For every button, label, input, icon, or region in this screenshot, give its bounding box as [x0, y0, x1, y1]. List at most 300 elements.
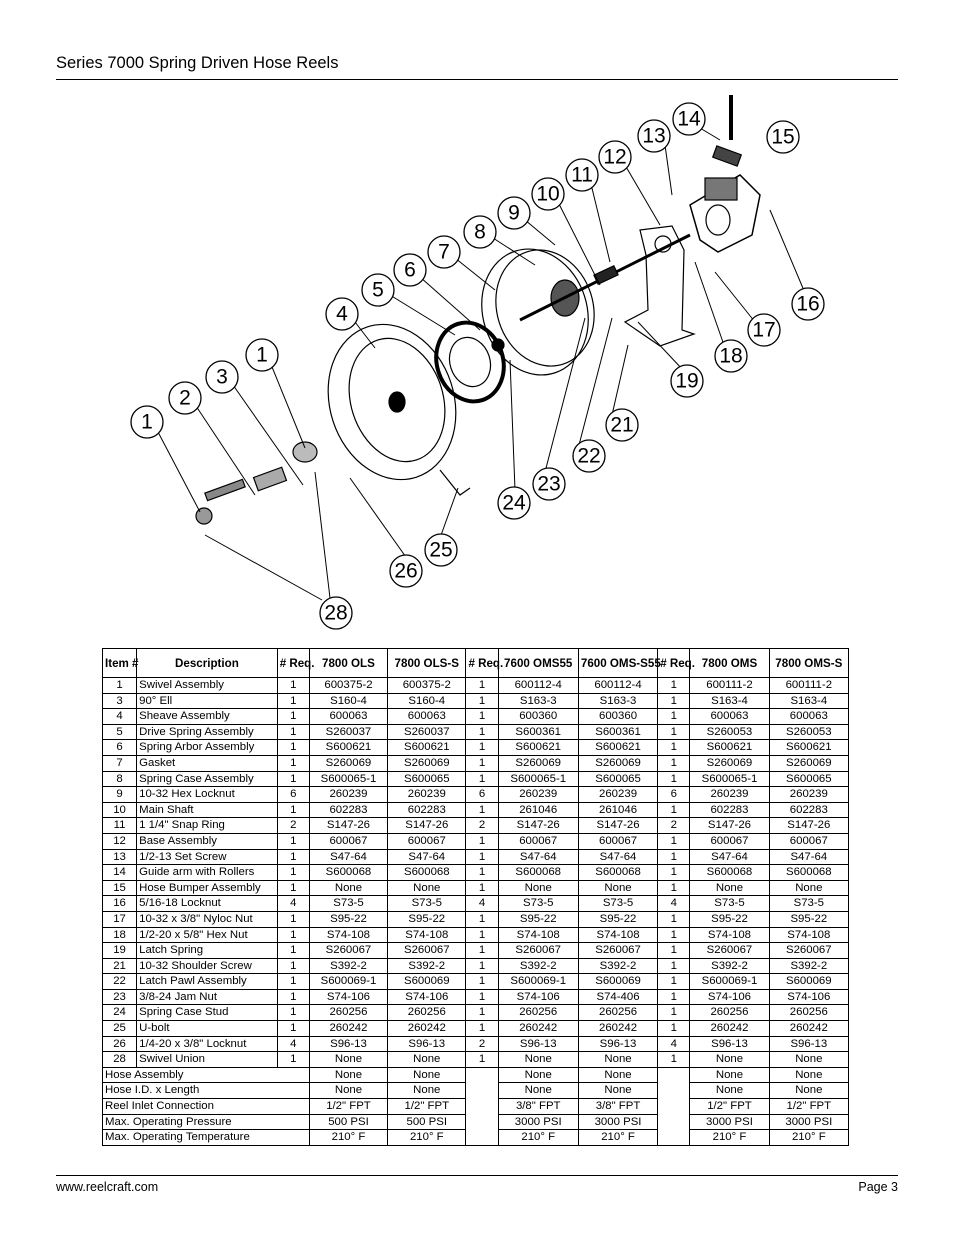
table-cell: 4	[658, 1036, 690, 1052]
table-cell: 260242	[388, 1021, 466, 1037]
table-cell: S260069	[690, 755, 769, 771]
svg-text:8: 8	[474, 220, 486, 244]
table-cell: 1	[466, 943, 498, 959]
spec-value: 1/2" FPT	[388, 1099, 466, 1115]
table-cell: 600112-4	[578, 678, 657, 694]
table-cell: 6	[658, 787, 690, 803]
table-cell: 2	[466, 1036, 498, 1052]
reel-drawing	[196, 95, 760, 524]
table-cell: 600360	[578, 709, 657, 725]
table-cell: 260242	[498, 1021, 578, 1037]
table-cell: 1	[466, 911, 498, 927]
table-cell: None	[578, 1052, 657, 1068]
table-cell: 10	[103, 802, 137, 818]
svg-text:13: 13	[642, 124, 666, 148]
table-cell: 260256	[498, 1005, 578, 1021]
table-cell: S96-13	[690, 1036, 769, 1052]
table-cell: S73-5	[309, 896, 387, 912]
table-row	[103, 880, 849, 896]
table-cell: 260239	[498, 787, 578, 803]
table-cell: S74-106	[498, 989, 578, 1005]
table-cell: None	[498, 880, 578, 896]
table-cell: Spring Case Stud	[137, 1005, 278, 1021]
table-row	[103, 1005, 849, 1021]
spec-value: None	[388, 1083, 466, 1099]
table-cell: 600111-2	[690, 678, 769, 694]
spec-value: None	[498, 1083, 578, 1099]
exploded-parts-diagram	[0, 82, 954, 642]
table-cell: 260239	[578, 787, 657, 803]
table-cell: S96-13	[769, 1036, 848, 1052]
callout-15	[767, 121, 799, 153]
table-cell: 261046	[578, 802, 657, 818]
table-cell: None	[769, 880, 848, 896]
table-cell: 1	[277, 989, 309, 1005]
svg-text:22: 22	[577, 444, 601, 468]
table-cell: 1	[277, 1052, 309, 1068]
table-cell: 1	[466, 1005, 498, 1021]
table-cell: S95-22	[578, 911, 657, 927]
header-req-1: # Req.	[277, 649, 309, 678]
svg-text:24: 24	[502, 491, 526, 515]
table-cell: 1	[277, 911, 309, 927]
table-cell: 1	[277, 740, 309, 756]
table-cell: S392-2	[578, 958, 657, 974]
spec-value: None	[388, 1067, 466, 1083]
table-cell: S74-106	[769, 989, 848, 1005]
table-row	[103, 771, 849, 787]
table-cell: S147-26	[690, 818, 769, 834]
table-cell: 7	[103, 755, 137, 771]
table-cell: 23	[103, 989, 137, 1005]
table-cell: 2	[277, 818, 309, 834]
svg-text:10: 10	[536, 182, 560, 206]
table-cell: 1	[466, 740, 498, 756]
spec-value: 3000 PSI	[578, 1114, 657, 1130]
table-cell: 1	[466, 802, 498, 818]
table-cell: 19	[103, 943, 137, 959]
table-row	[103, 678, 849, 694]
table-cell: 1	[277, 833, 309, 849]
table-cell: S74-108	[388, 927, 466, 943]
table-cell: 1	[658, 880, 690, 896]
table-cell: S147-26	[498, 818, 578, 834]
table-cell: 1	[658, 755, 690, 771]
table-cell: 600067	[578, 833, 657, 849]
table-cell: None	[388, 880, 466, 896]
table-cell: 2	[466, 818, 498, 834]
table-cell: S147-26	[388, 818, 466, 834]
table-cell: 600067	[769, 833, 848, 849]
table-row	[103, 849, 849, 865]
table-cell: 1	[658, 989, 690, 1005]
header-item: Item #	[103, 649, 137, 678]
svg-text:11: 11	[571, 163, 593, 187]
table-cell: 600067	[388, 833, 466, 849]
table-cell: 12	[103, 833, 137, 849]
table-cell: S600069-1	[498, 974, 578, 990]
table-cell: 1	[658, 724, 690, 740]
table-row	[103, 802, 849, 818]
table-cell: 10-32 x 3/8" Nyloc Nut	[137, 911, 278, 927]
svg-text:17: 17	[752, 318, 776, 342]
table-row	[103, 896, 849, 912]
table-cell: S392-2	[388, 958, 466, 974]
spec-value: 3000 PSI	[690, 1114, 769, 1130]
svg-text:21: 21	[610, 413, 634, 437]
table-cell: S600069	[769, 974, 848, 990]
header-7800-ols-s: 7800 OLS-S	[388, 649, 466, 678]
table-cell: 24	[103, 1005, 137, 1021]
table-cell: S260069	[578, 755, 657, 771]
table-cell: 1	[277, 709, 309, 725]
callout-25	[425, 534, 457, 566]
table-cell: S600621	[309, 740, 387, 756]
table-cell: S260067	[498, 943, 578, 959]
table-cell: 6	[277, 787, 309, 803]
table-cell: 6	[466, 787, 498, 803]
header-req-3: # Req.	[658, 649, 690, 678]
callout-22	[573, 440, 605, 472]
table-cell: 260242	[690, 1021, 769, 1037]
table-cell: None	[690, 1052, 769, 1068]
table-cell: 1	[277, 927, 309, 943]
table-cell: S73-5	[498, 896, 578, 912]
svg-text:14: 14	[677, 107, 701, 131]
table-cell: 1	[466, 880, 498, 896]
table-cell: S260037	[309, 724, 387, 740]
callout-11	[566, 159, 598, 191]
table-cell: S74-108	[309, 927, 387, 943]
table-cell: S47-64	[769, 849, 848, 865]
table-cell: 1/2-20 x 5/8" Hex Nut	[137, 927, 278, 943]
table-cell: 15	[103, 880, 137, 896]
table-cell: 1	[277, 755, 309, 771]
parts-table-container	[102, 648, 849, 1146]
footer-website[interactable]: www.reelcraft.com	[56, 1180, 159, 1194]
header-7800-oms: 7800 OMS	[690, 649, 769, 678]
table-cell: 2	[658, 818, 690, 834]
table-row	[103, 1052, 849, 1068]
svg-text:15: 15	[771, 125, 795, 149]
table-cell: 600063	[309, 709, 387, 725]
table-cell: 260256	[578, 1005, 657, 1021]
table-cell: 3	[103, 693, 137, 709]
table-cell: S260067	[578, 943, 657, 959]
table-cell: S260069	[309, 755, 387, 771]
table-cell: 1	[277, 724, 309, 740]
table-cell: 1/4-20 x 3/8" Locknut	[137, 1036, 278, 1052]
svg-text:2: 2	[179, 386, 191, 410]
table-cell: 90° Ell	[137, 693, 278, 709]
table-cell: S600069-1	[309, 974, 387, 990]
callout-23	[533, 468, 565, 500]
table-cell: None	[578, 880, 657, 896]
callout-8	[464, 216, 496, 248]
table-cell: 260256	[388, 1005, 466, 1021]
table-cell: 600067	[309, 833, 387, 849]
table-cell: S74-108	[498, 927, 578, 943]
table-cell: 16	[103, 896, 137, 912]
table-cell: S260069	[498, 755, 578, 771]
table-cell: 1/2-13 Set Screw	[137, 849, 278, 865]
table-cell: S73-5	[388, 896, 466, 912]
callout-13	[638, 120, 670, 152]
header-rule	[56, 79, 898, 80]
svg-text:23: 23	[537, 472, 561, 496]
table-cell: 260239	[690, 787, 769, 803]
table-cell: Spring Arbor Assembly	[137, 740, 278, 756]
callout-5	[362, 274, 394, 306]
callout-14	[673, 103, 705, 135]
header-7800-ols: 7800 OLS	[309, 649, 387, 678]
spec-value: 210° F	[498, 1130, 578, 1146]
table-cell: S600361	[498, 724, 578, 740]
table-cell: S260067	[388, 943, 466, 959]
table-cell: 260242	[309, 1021, 387, 1037]
table-cell: S600065-1	[690, 771, 769, 787]
table-row	[103, 911, 849, 927]
table-cell: S163-4	[690, 693, 769, 709]
table-cell: 1	[466, 833, 498, 849]
table-row	[103, 958, 849, 974]
table-cell: S392-2	[498, 958, 578, 974]
table-cell: S74-106	[690, 989, 769, 1005]
svg-text:26: 26	[394, 559, 418, 583]
spec-value: None	[769, 1067, 848, 1083]
table-cell: 1	[658, 958, 690, 974]
table-cell: 1	[658, 927, 690, 943]
table-cell: S260053	[690, 724, 769, 740]
table-cell: 1	[658, 740, 690, 756]
table-cell: Gasket	[137, 755, 278, 771]
table-cell: Base Assembly	[137, 833, 278, 849]
table-cell: 17	[103, 911, 137, 927]
table-cell: 600063	[690, 709, 769, 725]
table-cell: 4	[277, 896, 309, 912]
table-cell: 1	[466, 989, 498, 1005]
callout-6	[394, 254, 426, 286]
svg-text:7: 7	[438, 240, 450, 264]
callout-9	[498, 197, 530, 229]
table-cell: S392-2	[690, 958, 769, 974]
callout-4	[326, 298, 358, 330]
table-cell: S96-13	[309, 1036, 387, 1052]
table-cell: 1	[658, 1021, 690, 1037]
svg-text:1: 1	[256, 343, 268, 367]
table-row	[103, 787, 849, 803]
spec-value: None	[769, 1083, 848, 1099]
table-cell: S600069-1	[690, 974, 769, 990]
table-cell: 600360	[498, 709, 578, 725]
spec-value: None	[690, 1083, 769, 1099]
callout-24	[498, 487, 530, 519]
table-cell: Hose Bumper Assembly	[137, 880, 278, 896]
table-header-row	[103, 649, 849, 678]
table-cell: S73-5	[769, 896, 848, 912]
table-cell: 260256	[690, 1005, 769, 1021]
spec-value: None	[578, 1067, 657, 1083]
table-cell: 1	[466, 958, 498, 974]
table-cell: U-bolt	[137, 1021, 278, 1037]
header-7600-oms-s55: 7600 OMS-S55	[578, 649, 657, 678]
callout-19	[671, 365, 703, 397]
table-row	[103, 818, 849, 834]
table-cell: 1	[277, 943, 309, 959]
table-cell: S600621	[498, 740, 578, 756]
table-cell: S600068	[309, 865, 387, 881]
table-cell: S147-26	[578, 818, 657, 834]
callout-21	[606, 409, 638, 441]
spec-value: None	[309, 1083, 387, 1099]
table-cell: None	[309, 880, 387, 896]
table-cell: S600065-1	[498, 771, 578, 787]
table-cell: S600065-1	[309, 771, 387, 787]
spec-value: 3000 PSI	[498, 1114, 578, 1130]
table-cell: 1	[658, 1052, 690, 1068]
table-cell: S600069	[388, 974, 466, 990]
svg-text:1: 1	[141, 410, 153, 434]
table-cell: S73-5	[690, 896, 769, 912]
table-cell: 1	[277, 693, 309, 709]
table-cell: 26	[103, 1036, 137, 1052]
table-cell: S47-64	[498, 849, 578, 865]
table-cell: S160-4	[388, 693, 466, 709]
callout-2	[169, 382, 201, 414]
table-cell: 1	[277, 771, 309, 787]
table-cell: None	[388, 1052, 466, 1068]
spec-value: 1/2" FPT	[769, 1099, 848, 1115]
table-cell: S74-106	[309, 989, 387, 1005]
table-cell: 9	[103, 787, 137, 803]
table-cell: S600065	[578, 771, 657, 787]
table-cell: S600068	[769, 865, 848, 881]
table-cell: S260067	[690, 943, 769, 959]
table-cell: S47-64	[690, 849, 769, 865]
table-cell: S392-2	[309, 958, 387, 974]
table-row	[103, 755, 849, 771]
table-cell: S95-22	[498, 911, 578, 927]
table-cell: 1	[466, 678, 498, 694]
table-cell: S73-5	[578, 896, 657, 912]
table-cell: S600621	[769, 740, 848, 756]
table-cell: S600068	[388, 865, 466, 881]
spec-value: 3000 PSI	[769, 1114, 848, 1130]
table-row	[103, 693, 849, 709]
table-cell: 13	[103, 849, 137, 865]
table-cell: S260067	[769, 943, 848, 959]
table-cell: 260256	[309, 1005, 387, 1021]
table-cell: 602283	[690, 802, 769, 818]
table-cell: 1	[103, 678, 137, 694]
table-cell: 1	[466, 709, 498, 725]
svg-text:12: 12	[603, 145, 627, 169]
table-cell: 260242	[578, 1021, 657, 1037]
table-cell: 1	[658, 693, 690, 709]
spec-value: None	[498, 1067, 578, 1083]
table-cell: S96-13	[578, 1036, 657, 1052]
svg-text:19: 19	[675, 369, 699, 393]
table-cell: 1	[658, 849, 690, 865]
table-cell: 3/8-24 Jam Nut	[137, 989, 278, 1005]
table-cell: None	[769, 1052, 848, 1068]
table-cell: S260053	[769, 724, 848, 740]
svg-text:16: 16	[796, 292, 820, 316]
table-cell: 1	[658, 974, 690, 990]
svg-text:18: 18	[719, 344, 743, 368]
table-cell: 602283	[388, 802, 466, 818]
svg-text:9: 9	[508, 201, 520, 225]
table-row	[103, 724, 849, 740]
table-cell: 1	[277, 678, 309, 694]
table-cell: S392-2	[769, 958, 848, 974]
table-cell: Sheave Assembly	[137, 709, 278, 725]
table-cell: None	[498, 1052, 578, 1068]
table-cell: 1	[658, 771, 690, 787]
table-cell: S95-22	[769, 911, 848, 927]
table-cell: Drive Spring Assembly	[137, 724, 278, 740]
table-cell: 10-32 Shoulder Screw	[137, 958, 278, 974]
table-cell: 260239	[388, 787, 466, 803]
spec-row	[103, 1067, 849, 1083]
callout-3	[206, 361, 238, 393]
table-cell: 1	[658, 911, 690, 927]
parts-table	[102, 648, 849, 1146]
spec-value: 210° F	[309, 1130, 387, 1146]
spec-value: 1/2" FPT	[309, 1099, 387, 1115]
table-cell: S163-3	[498, 693, 578, 709]
table-cell: 4	[658, 896, 690, 912]
table-cell: 5/16-18 Locknut	[137, 896, 278, 912]
table-cell: 600067	[498, 833, 578, 849]
spec-value: 3/8" FPT	[578, 1099, 657, 1115]
table-cell: 600375-2	[309, 678, 387, 694]
table-cell: 22	[103, 974, 137, 990]
table-cell: 1	[277, 958, 309, 974]
table-cell: 28	[103, 1052, 137, 1068]
table-cell: 1	[277, 865, 309, 881]
table-cell: S600621	[578, 740, 657, 756]
header-7600-oms55: 7600 OMS55	[498, 649, 578, 678]
table-cell: S74-106	[388, 989, 466, 1005]
table-cell: S95-22	[309, 911, 387, 927]
table-cell: 4	[277, 1036, 309, 1052]
table-row	[103, 943, 849, 959]
table-cell: 1	[658, 943, 690, 959]
spec-value: None	[690, 1067, 769, 1083]
table-row	[103, 974, 849, 990]
table-cell: S260069	[388, 755, 466, 771]
table-cell: Latch Spring	[137, 943, 278, 959]
svg-text:25: 25	[429, 538, 453, 562]
table-cell: S600069	[578, 974, 657, 990]
table-cell: S147-26	[769, 818, 848, 834]
table-cell: 260239	[309, 787, 387, 803]
table-cell: Swivel Union	[137, 1052, 278, 1068]
table-cell: Main Shaft	[137, 802, 278, 818]
table-row	[103, 740, 849, 756]
spec-value: 210° F	[769, 1130, 848, 1146]
spec-value: None	[309, 1067, 387, 1083]
table-cell: 1	[277, 802, 309, 818]
table-cell: 1	[466, 1052, 498, 1068]
table-cell: S260069	[769, 755, 848, 771]
table-cell: 21	[103, 958, 137, 974]
table-cell: 8	[103, 771, 137, 787]
table-row	[103, 833, 849, 849]
table-cell: Spring Case Assembly	[137, 771, 278, 787]
callout-7	[428, 236, 460, 268]
